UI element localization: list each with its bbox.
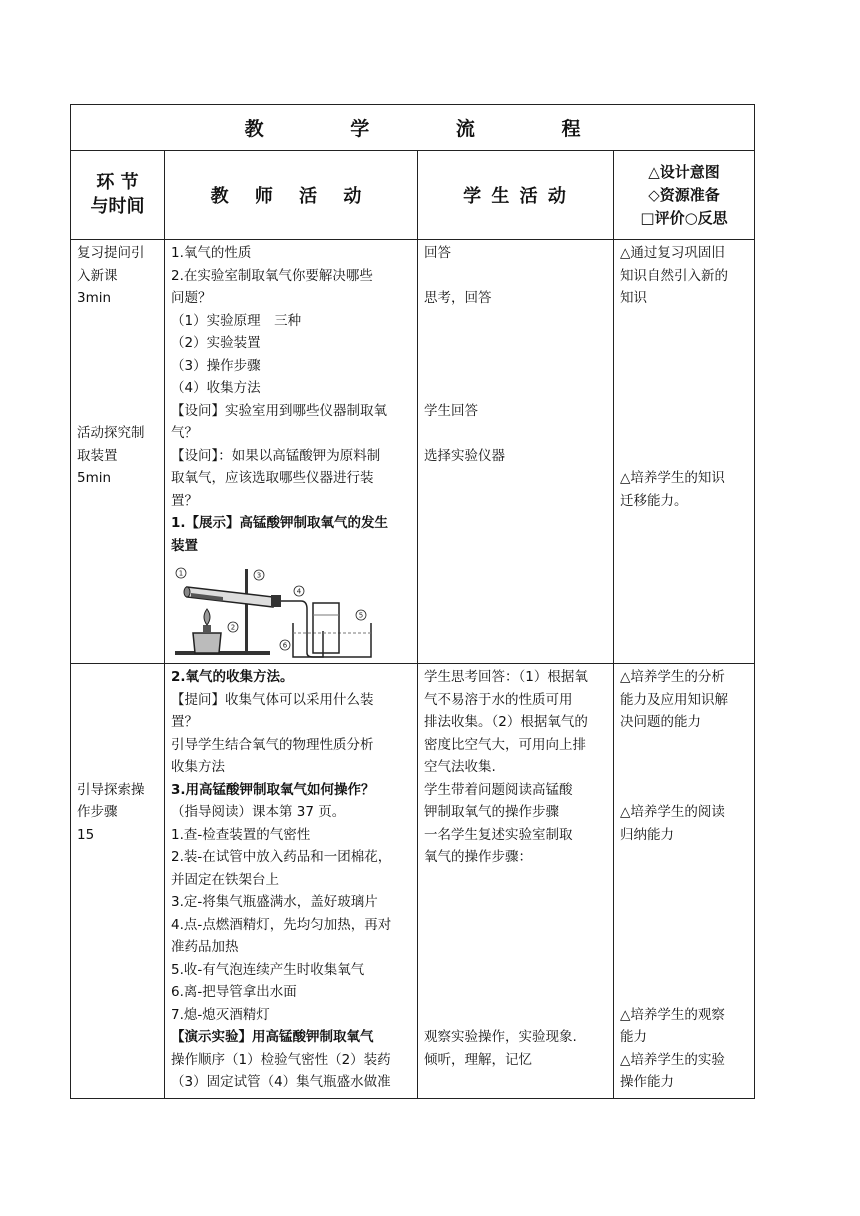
table-title: 教 学 流 程	[71, 105, 755, 151]
stage-column-top: 复习提问引 入新课 3min 活动探究制 取装置 5min	[71, 240, 165, 664]
teacher-activity-bottom: 2.氧气的收集方法。 【提问】收集气体可以采用什么装 置？ 引导学生结合氧气的物理性质分析 收集方法 3.用高锰酸钾制取氧气如何操作？ （指导阅读）课本第 37 页。 1.查-检查装置的气密性 2.装-在试管中放入药品和一团棉花， 并固定在铁架台上 3.定-将集气瓶盛满水，盖好玻璃片 4.点-点燃酒精灯，先均匀加热，再对 准药品加热 5.收-有气泡连续产生时收集氧气 6.离-把导管拿出水面 7.熄-熄灭酒精灯 【演示实验】用高锰酸钾制取氧气 操作顺序（1）检验气密性（2）装药 （3）固定试管（4）集气瓶盛水做准	[165, 664, 418, 1099]
stage-explore: 活动探究制	[77, 425, 145, 441]
header-teacher-activity: 教 师 活 动	[165, 151, 418, 240]
header-design-intent: △设计意图 ◇资源准备 □评价○反思	[614, 151, 755, 240]
lesson-flow-table	[70, 104, 755, 1099]
diagram-label-4: 4	[296, 587, 302, 596]
oxygen-apparatus-diagram	[173, 561, 373, 661]
diagram-label-2: 2	[230, 623, 236, 632]
stage-column-bottom: 引导探索操 作步骤 15	[71, 664, 165, 1099]
diagram-label-3: 3	[256, 571, 262, 580]
diagram-label-1: 1	[178, 569, 184, 578]
student-activity-top: 回答 思考，回答 学生回答 选择实验仪器	[418, 240, 614, 664]
stage-guide: 引导探索操	[77, 781, 145, 798]
student-activity-bottom: 学生思考回答：（1）根据氧 气不易溶于水的性质可用 排法收集。（2）根据氧气的 密度比空气大，可用向上排 空气法收集. 学生带着问题阅读高锰酸 钾制取氧气的操作步骤 一名学生复述实验室制取 氧气的操作步骤： 观察实验操作，实验现象. 倾听，理解，记忆	[418, 664, 614, 1099]
design-intent-bottom: △培养学生的分析 能力及应用知识解 决问题的能力 △培养学生的阅读 归纳能力 △培养学生的观察 能力 △培养学生的实验 操作能力	[614, 664, 755, 1099]
header-student-activity: 学 生 活 动	[418, 151, 614, 240]
stage-review: 复习提问引	[77, 245, 145, 261]
teacher-activity-top: 1.氧气的性质 2.在实验室制取氧气你要解决哪些 问题？ （1）实验原理 三种 （2）实验装置 （3）操作步骤 （4）收集方法 【设问】实验室用到哪些仪器制取氧 气？ 【设问】：如果以高锰酸钾为原料制 取氧气，应该选取哪些仪器进行装 置？ 1.【展示】高锰酸钾制取氧气的发生 装置 1 2 3 4 5 6	[165, 240, 418, 664]
design-intent-top: △通过复习巩固旧 知识自然引入新的 知识 △培养学生的知识 迁移能力。	[614, 240, 755, 664]
diagram-label-6: 6	[282, 641, 288, 650]
diagram-label-5: 5	[358, 611, 364, 620]
header-stage-time: 环 节 与时间	[71, 151, 165, 240]
